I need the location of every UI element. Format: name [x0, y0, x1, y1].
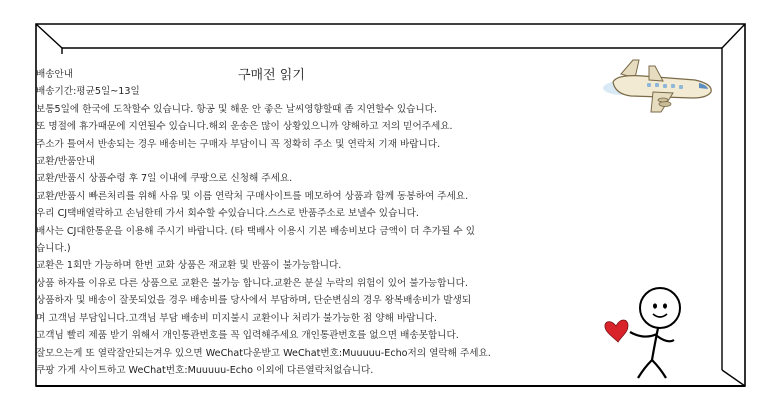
text-line: 보통5일에 한국에 도착할수 있습니다. 항공 및 해운 안 좋은 날씨영향할때 좀 지연할수 있습니다.	[36, 103, 437, 115]
notice-body	[36, 66, 596, 379]
text-line: 또 명절에 휴가때문에 지연될수 있습니다.해외 운송은 많이 상황있으니까 양해하고 저의 믿어주세요.	[36, 121, 453, 133]
text-line: 우리 CJ택배열락하고 손님한테 가서 회수할 수있습니다.스스로 반품주소로 보낼수 있습니다.	[36, 208, 419, 220]
text-line: 배사는 CJ대한통운을 이용해 주시기 바랍니다. (타 택배사 이용시 기본 배송비보다 금액이 더 추가될 수 있	[36, 225, 475, 237]
text-line: 교환/반품시 빠른처리를 위해 사유 및 이름 연락처 구매사이트를 메모하여 상품과 함께 동봉하여 주세요.	[36, 190, 469, 202]
text-line: 며 고객님 부담입니다.고객님 부담 배송비 미지불시 교환이나 처리가 불가능한 점 양해 바랍니다.	[36, 312, 438, 324]
text-line: 습니다.)	[36, 243, 71, 255]
text-line: 잘모으는게 또 열락잘안되는겨우 있으면 WeChat다운받고 WeChat번호:Muuuuu-Echo저의 열락해 주세요.	[36, 347, 491, 359]
text-line: 고객님 빨리 제품 받기 위해서 개인통관번호를 꼭 입력해주세요 개인통관번호를 없으면 배송못합니다.	[36, 330, 459, 342]
text-line: 배송기간:평균5일~13일	[36, 86, 140, 98]
heart-icon	[605, 320, 628, 342]
text-line: 상품하자 및 배송이 잘못되었을 경우 배송비를 당사에서 부담하며, 단순변심의 경우 왕복배송비가 발생되	[36, 295, 472, 307]
text-line: 교환/반품안내	[36, 156, 95, 168]
stick-figure-icon	[600, 282, 720, 382]
text-line: 교환/반품시 상품수령 후 7일 이내에 쿠팡으로 신청해 주세요.	[36, 173, 293, 185]
text-line: 주소가 틀여서 반송되는 경우 배송비는 구매자 부담이니 꼭 정확히 주소 및 연락처 기재 바랍니다.	[36, 138, 441, 150]
airplane-icon	[603, 56, 718, 116]
text-line: 상품 하자를 이유로 다른 상품으로 교환은 불가능 합니다.교환은 분실 누락의 위험이 있어 불가능합니다.	[36, 277, 468, 289]
page-title: 구매전 읽기	[238, 68, 305, 83]
text-line: 교환은 1회만 가능하며 한번 교화 상품은 재교환 및 반품이 불가능합니다.	[36, 260, 342, 272]
text-line: 배송안내	[36, 69, 74, 80]
text-line: 쿠팡 가게 사이트하고 WeChat번호:Muuuuu-Echo 이외에 다른열락처없습니다.	[36, 364, 374, 376]
